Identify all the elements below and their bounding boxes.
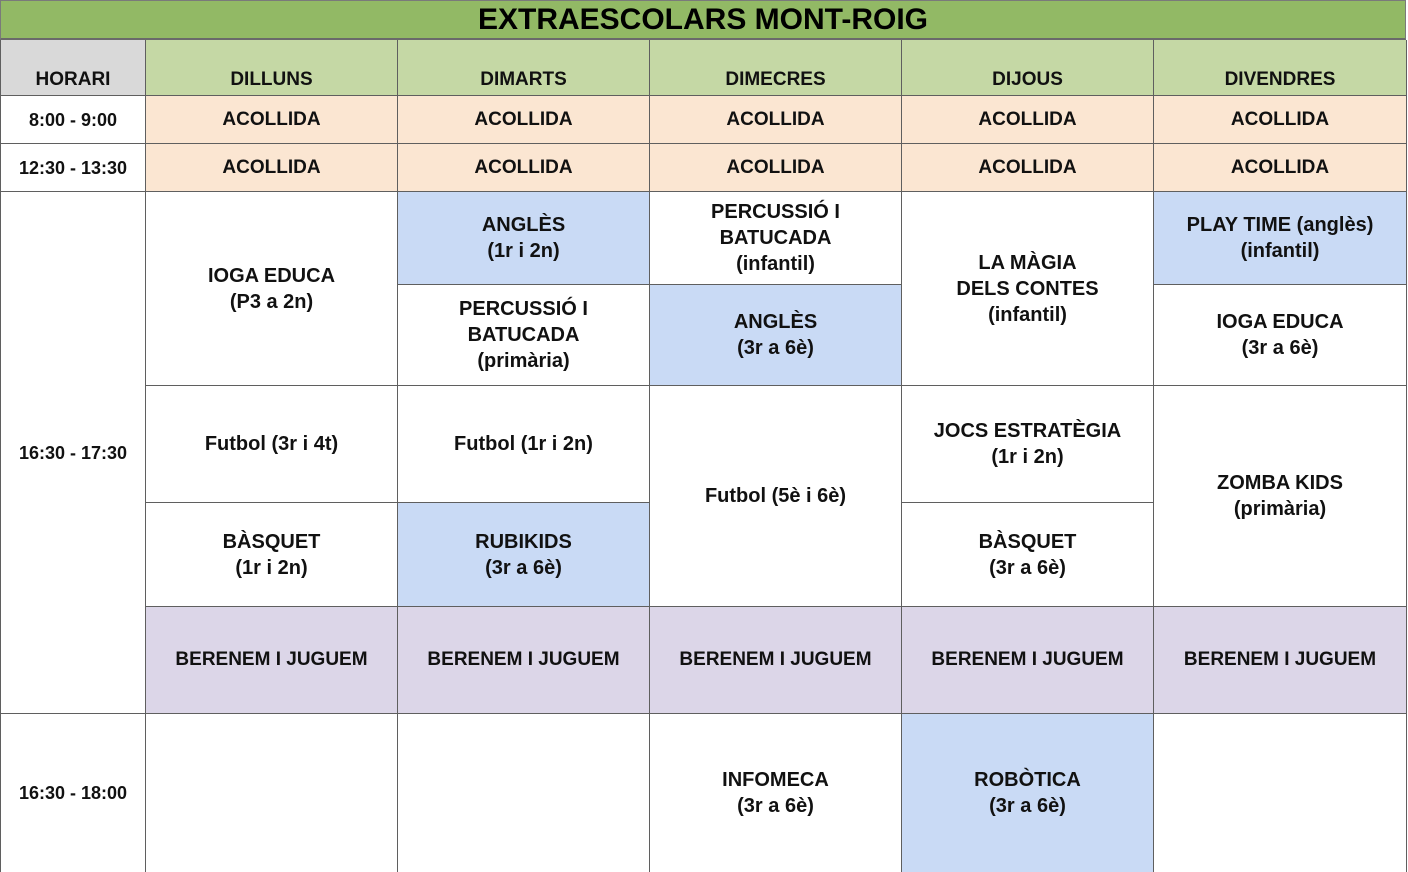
activity-dimarts-rubikids: RUBIKIDS (3r a 6è) [398, 503, 650, 607]
empty-late-dimarts [398, 714, 650, 872]
acollida-midday-dimarts: ACOLLIDA [398, 144, 650, 192]
acollida-morning-divendres: ACOLLIDA [1154, 96, 1407, 144]
header-divendres: DIVENDRES [1154, 40, 1407, 96]
empty-late-divendres [1154, 714, 1407, 872]
schedule-title: EXTRAESCOLARS MONT-ROIG [0, 0, 1406, 40]
activity-divendres-ioga: IOGA EDUCA (3r a 6è) [1154, 285, 1407, 386]
header-dijous: DIJOUS [902, 40, 1154, 96]
activity-dijous-magia: LA MÀGIA DELS CONTES (infantil) [902, 192, 1154, 386]
time-afternoon: 16:30 - 17:30 [0, 192, 146, 714]
acollida-midday-dilluns: ACOLLIDA [146, 144, 398, 192]
activity-divendres-zomba: ZOMBA KIDS (primària) [1154, 386, 1407, 607]
berenem-dimecres: BERENEM I JUGUEM [650, 607, 902, 714]
activity-dimecres-infomeca: INFOMECA (3r a 6è) [650, 714, 902, 872]
acollida-morning-dimecres: ACOLLIDA [650, 96, 902, 144]
activity-dilluns-basquet: BÀSQUET (1r i 2n) [146, 503, 398, 607]
acollida-morning-dimarts: ACOLLIDA [398, 96, 650, 144]
activity-dilluns-futbol: Futbol (3r i 4t) [146, 386, 398, 503]
acollida-midday-dimecres: ACOLLIDA [650, 144, 902, 192]
header-horari: HORARI [0, 40, 146, 96]
activity-dimarts-percussio: PERCUSSIÓ I BATUCADA (primària) [398, 285, 650, 386]
time-late: 16:30 - 18:00 [0, 714, 146, 872]
activity-dimarts-angles: ANGLÈS (1r i 2n) [398, 192, 650, 285]
activity-dijous-robotica: ROBÒTICA (3r a 6è) [902, 714, 1154, 872]
header-dilluns: DILLUNS [146, 40, 398, 96]
berenem-dijous: BERENEM I JUGUEM [902, 607, 1154, 714]
header-dimarts: DIMARTS [398, 40, 650, 96]
time-midday: 12:30 - 13:30 [0, 144, 146, 192]
activity-dimecres-angles: ANGLÈS (3r a 6è) [650, 285, 902, 386]
activity-dijous-jocs: JOCS ESTRATÈGIA (1r i 2n) [902, 386, 1154, 503]
berenem-dimarts: BERENEM I JUGUEM [398, 607, 650, 714]
activity-dilluns-ioga: IOGA EDUCA (P3 a 2n) [146, 192, 398, 386]
acollida-morning-dijous: ACOLLIDA [902, 96, 1154, 144]
acollida-midday-dijous: ACOLLIDA [902, 144, 1154, 192]
empty-late-dilluns [146, 714, 398, 872]
acollida-midday-divendres: ACOLLIDA [1154, 144, 1407, 192]
berenem-divendres: BERENEM I JUGUEM [1154, 607, 1407, 714]
acollida-morning-dilluns: ACOLLIDA [146, 96, 398, 144]
time-morning: 8:00 - 9:00 [0, 96, 146, 144]
header-dimecres: DIMECRES [650, 40, 902, 96]
activity-dimarts-futbol: Futbol (1r i 2n) [398, 386, 650, 503]
activity-dimecres-percussio: PERCUSSIÓ I BATUCADA (infantil) [650, 192, 902, 285]
activity-dimecres-futbol: Futbol (5è i 6è) [650, 386, 902, 607]
berenem-dilluns: BERENEM I JUGUEM [146, 607, 398, 714]
activity-dijous-basquet: BÀSQUET (3r a 6è) [902, 503, 1154, 607]
activity-divendres-playtime: PLAY TIME (anglès) (infantil) [1154, 192, 1407, 285]
